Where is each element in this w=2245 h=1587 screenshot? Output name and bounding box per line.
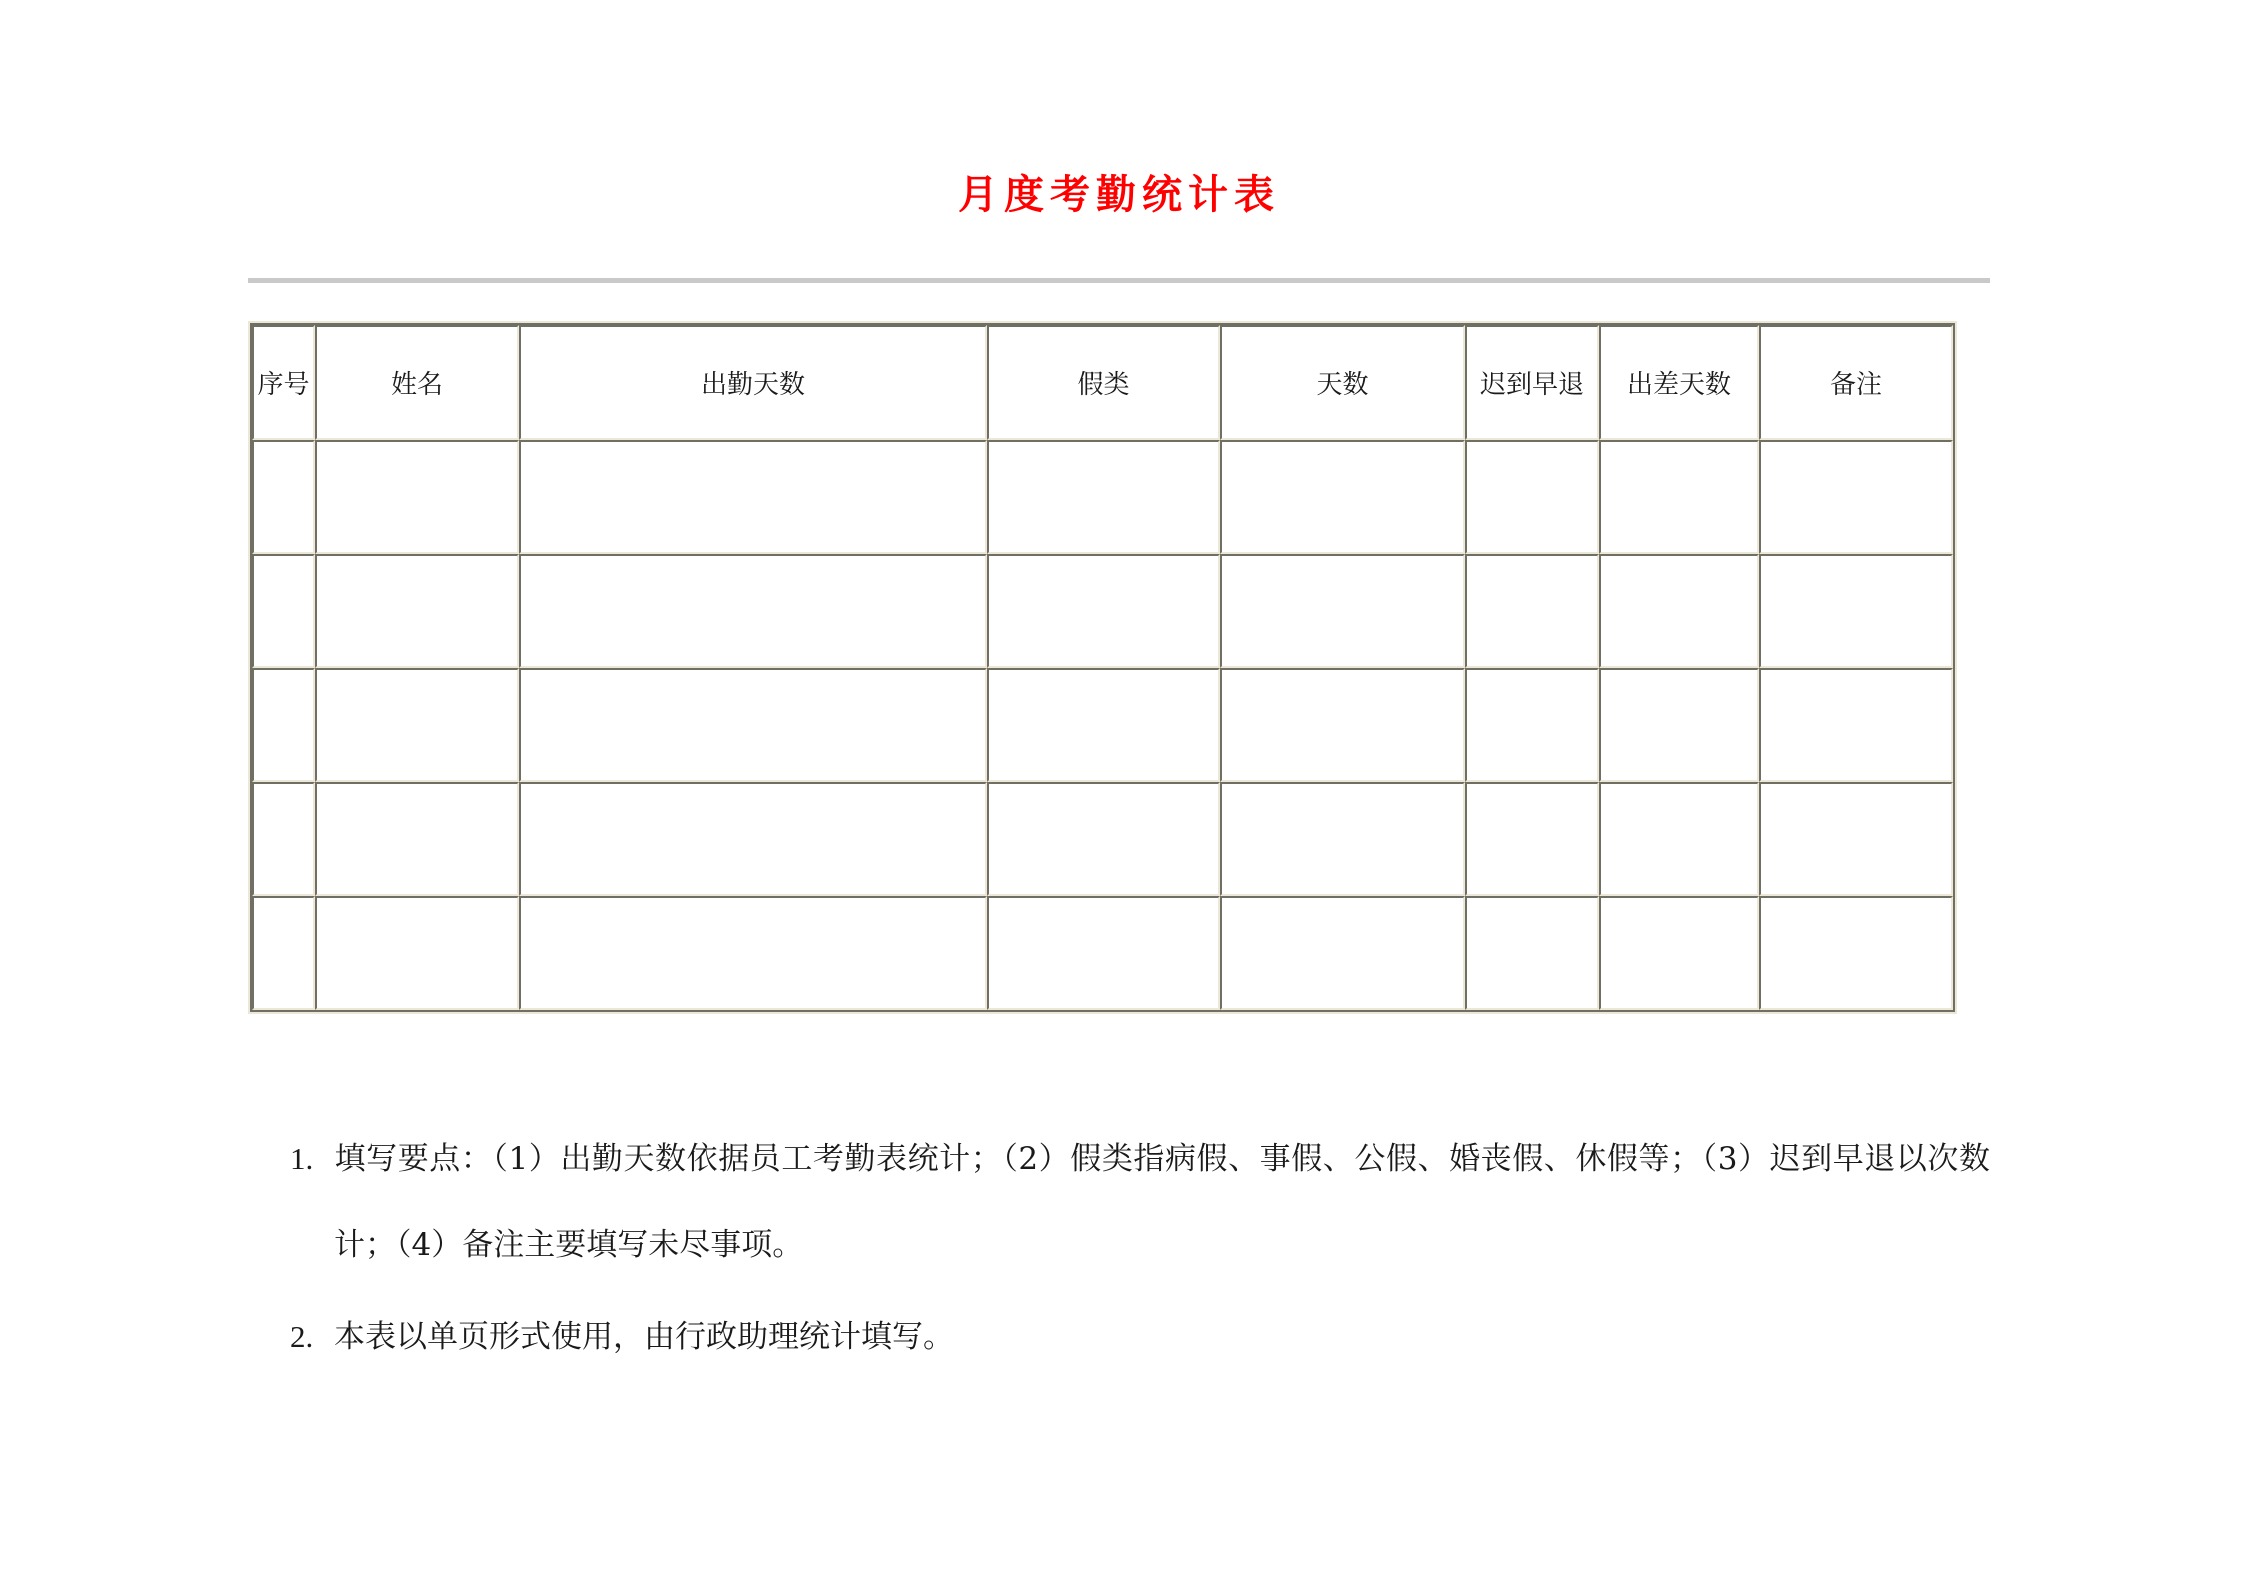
note-number: 1.	[290, 1141, 314, 1176]
table-cell	[1759, 668, 1953, 782]
table-cell	[252, 440, 315, 554]
header-cell-attendance-days: 出勤天数	[519, 325, 987, 440]
table-cell	[1599, 440, 1759, 554]
table-cell	[1759, 554, 1953, 668]
page-title: 月度考勤统计表	[958, 172, 1280, 218]
table-cell	[1599, 896, 1759, 1010]
table-cell	[252, 668, 315, 782]
table-cell	[1599, 782, 1759, 896]
table-cell	[252, 896, 315, 1010]
table-cell	[1599, 668, 1759, 782]
table-cell	[1599, 554, 1759, 668]
table-cell	[987, 554, 1220, 668]
attendance-table-wrapper	[248, 321, 1957, 1014]
table-cell	[519, 782, 987, 896]
header-row	[252, 325, 1953, 440]
notes-section	[248, 1116, 1990, 1380]
table-cell	[519, 896, 987, 1010]
table-cell	[1759, 896, 1953, 1010]
table-cell	[519, 668, 987, 782]
table-cell	[1220, 440, 1465, 554]
table-cell	[252, 782, 315, 896]
header-cell-remarks: 备注	[1759, 325, 1953, 440]
note-item-2	[248, 1294, 1990, 1380]
document-page	[248, 0, 1990, 1380]
table-cell	[1465, 896, 1599, 1010]
table-cell	[1220, 782, 1465, 896]
table-row	[252, 440, 1953, 554]
table-cell	[1465, 668, 1599, 782]
table-cell	[1465, 440, 1599, 554]
table-cell	[519, 554, 987, 668]
table-cell	[1759, 782, 1953, 896]
table-cell	[315, 896, 519, 1010]
table-cell	[315, 668, 519, 782]
table-cell	[252, 554, 315, 668]
table-cell	[1465, 782, 1599, 896]
table-cell	[987, 668, 1220, 782]
table-cell	[1220, 896, 1465, 1010]
table-cell	[987, 782, 1220, 896]
title-divider	[248, 278, 1990, 283]
header-cell-late-early-leave: 迟到早退	[1465, 325, 1599, 440]
table-cell	[987, 440, 1220, 554]
table-cell	[1220, 554, 1465, 668]
table-cell	[315, 782, 519, 896]
attendance-table	[250, 323, 1955, 1012]
table-cell	[315, 554, 519, 668]
table-row	[252, 782, 1953, 896]
header-cell-business-trip-days: 出差天数	[1599, 325, 1759, 440]
header-cell-serial-number: 序号	[252, 325, 315, 440]
note-number: 2.	[290, 1319, 314, 1354]
table-cell	[315, 440, 519, 554]
table-cell	[987, 896, 1220, 1010]
table-cell	[1465, 554, 1599, 668]
header-cell-name: 姓名	[315, 325, 519, 440]
note-item-1	[248, 1116, 1990, 1288]
table-row	[252, 668, 1953, 782]
header-cell-leave-type: 假类	[987, 325, 1220, 440]
note-text: 本表以单页形式使用，由行政助理统计填写。	[334, 1319, 954, 1355]
note-text: 填写要点：（1）出勤天数依据员工考勤表统计；（2）假类指病假、事假、公假、婚丧假、休假等；（3）迟到早退以次数计；（4）备注主要填写未尽事项。	[334, 1141, 1990, 1263]
table-row	[252, 554, 1953, 668]
table-cell	[1220, 668, 1465, 782]
table-cell	[519, 440, 987, 554]
table-cell	[1759, 440, 1953, 554]
table-row	[252, 896, 1953, 1010]
header-cell-days: 天数	[1220, 325, 1465, 440]
